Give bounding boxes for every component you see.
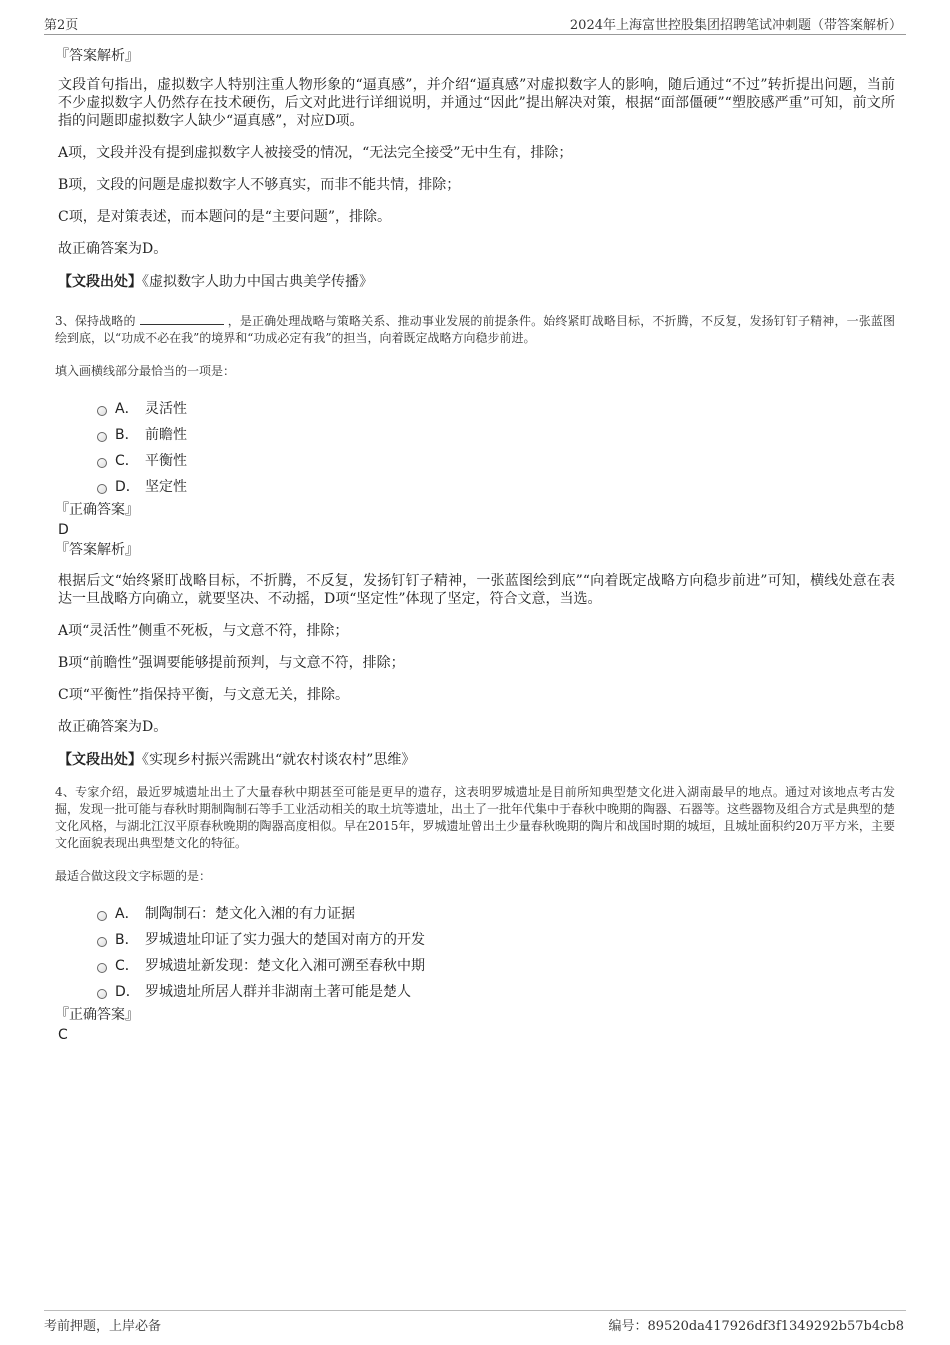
q3-stem-suffix: ，是正确处理战略与策略关系、推动事业发展的前提条件。始终紧盯战略目标，不折腾，不反复，发扬钉钉子精神，一张蓝图绘到底，以“功成不必在我”的境界和“功成必定有我”的担当，向着既定战略方向稳步前进。 [55, 314, 895, 345]
q3-conclusion: 故正确答案为D。 [58, 719, 168, 735]
q4-option-c[interactable]: C． 罗城遗址新发现：楚文化入湘可溯至春秋中期 [97, 953, 895, 979]
q3-option-d[interactable]: D． 坚定性 [97, 474, 895, 500]
document-title: 2024年上海富世控股集团招聘笔试冲刺题（带答案解析） [569, 18, 902, 33]
radio-icon[interactable] [97, 989, 107, 999]
q3-option-a[interactable]: A． 灵活性 [97, 396, 895, 422]
q3-source [55, 750, 895, 770]
page-content [55, 46, 895, 1045]
radio-icon[interactable] [97, 484, 107, 494]
q3-options [97, 396, 895, 500]
radio-icon[interactable] [97, 911, 107, 921]
q3-source-text: 《实现乡村振兴需跳出“就农村谈农村”思维》 [142, 752, 416, 768]
q3-source-label: 【文段出处】 [58, 752, 142, 768]
q3-stem-prefix: 3、保持战略的 [55, 314, 136, 328]
q2-source [55, 272, 895, 292]
q2-analysis-label: 『答案解析』 [55, 48, 139, 64]
q4-answer-label: 『正确答案』 [55, 1007, 139, 1023]
q2-source-text: 《虚拟数字人助力中国古典美学传播》 [142, 274, 373, 290]
page-header [44, 14, 906, 35]
q3-blank [140, 312, 224, 325]
q4-stem: 4、专家介绍，最近罗城遗址出土了大量春秋中期甚至可能是更早的遗存，这表明罗城遗址是目前所知典型楚文化进入湖南最早的地点。通过对该地点考古发掘，发现一批可能与春秋时期制陶制石等手工业活动相关的取土坑等遗址，出土了一批年代集中于春秋中晚期的陶器、石器等。这些器物及组合方式是典型的楚文化风格，与湖北江汉平原春秋晚期的陶器高度相似。早在2015年，罗城遗址曾出土少量春秋晚期的陶片和战国时期的城垣，且城址面积约20万平方米，主要文化面貌表现出典型楚文化的特征。 [55, 785, 896, 850]
radio-icon[interactable] [97, 406, 107, 416]
footer-slogan: 考前押题，上岸必备 [44, 1319, 162, 1334]
q4-option-b[interactable]: B． 罗城遗址印证了实力强大的楚国对南方的开发 [97, 927, 895, 953]
q2-analysis-text: 文段首句指出，虚拟数字人特别注重人物形象的“逼真感”，并介绍“逼真感”对虚拟数字人的影响，随后通过“不过”转折提出问题，当前不少虚拟数字人仍然存在技术硬伤，后文对此进行详细说明，并通过“因此”提出解决对策，根据“面部僵硬”“塑胶感严重”可知，前文所指的问题即虚拟数字人缺少“逼真感”，对应D项。 [58, 77, 895, 129]
radio-icon[interactable] [97, 432, 107, 442]
q4-options [97, 901, 895, 1005]
q2-source-label: 【文段出处】 [58, 274, 142, 290]
q3-analysis-item: B项“前瞻性”强调要能够提前预判，与文意不符，排除； [58, 655, 405, 671]
q4-option-a[interactable]: A． 制陶制石：楚文化入湘的有力证据 [97, 901, 895, 927]
q2-analysis-item: B项，文段的问题是虚拟数字人不够真实，而非不能共情，排除； [58, 177, 461, 193]
q4-option-d[interactable]: D． 罗城遗址所居人群并非湖南土著可能是楚人 [97, 979, 895, 1005]
q3-answer-label: 『正确答案』 [55, 502, 139, 518]
q2-conclusion: 故正确答案为D。 [58, 241, 168, 257]
q3-analysis-item: A项“灵活性”侧重不死板，与文意不符，排除； [58, 623, 349, 639]
q2-analysis-item: C项，是对策表述，而本题问的是“主要问题”，排除。 [58, 209, 392, 225]
q3-option-c[interactable]: C． 平衡性 [97, 448, 895, 474]
document-id: 编号：89520da417926df3f1349292b57b4cb8 [608, 1319, 904, 1334]
q3-prompt: 填入画横线部分最恰当的一项是： [55, 364, 236, 378]
radio-icon[interactable] [97, 937, 107, 947]
q3-option-b[interactable]: B． 前瞻性 [97, 422, 895, 448]
q4-answer: C [58, 1027, 68, 1043]
radio-icon[interactable] [97, 458, 107, 468]
page-footer [44, 1310, 906, 1334]
page-number: 第2页 [44, 18, 79, 33]
q3-analysis-item: C项“平衡性”指保持平衡，与文意无关，排除。 [58, 687, 350, 703]
q3-analysis-label: 『答案解析』 [55, 542, 139, 558]
q3-stem [55, 312, 895, 347]
q3-analysis-text: 根据后文“始终紧盯战略目标，不折腾，不反复，发扬钉钉子精神，一张蓝图绘到底”“向着既定战略方向稳步前进”可知，横线处意在表达一旦战略方向确立，就要坚决、不动摇，D项“坚定性”体现了坚定，符合文意，当选。 [58, 573, 895, 607]
q2-analysis-item: A项，文段并没有提到虚拟数字人被接受的情况，“无法完全接受”无中生有，排除； [58, 145, 573, 161]
radio-icon[interactable] [97, 963, 107, 973]
q4-prompt: 最适合做这段文字标题的是： [55, 869, 212, 883]
q3-answer: D [58, 522, 69, 538]
